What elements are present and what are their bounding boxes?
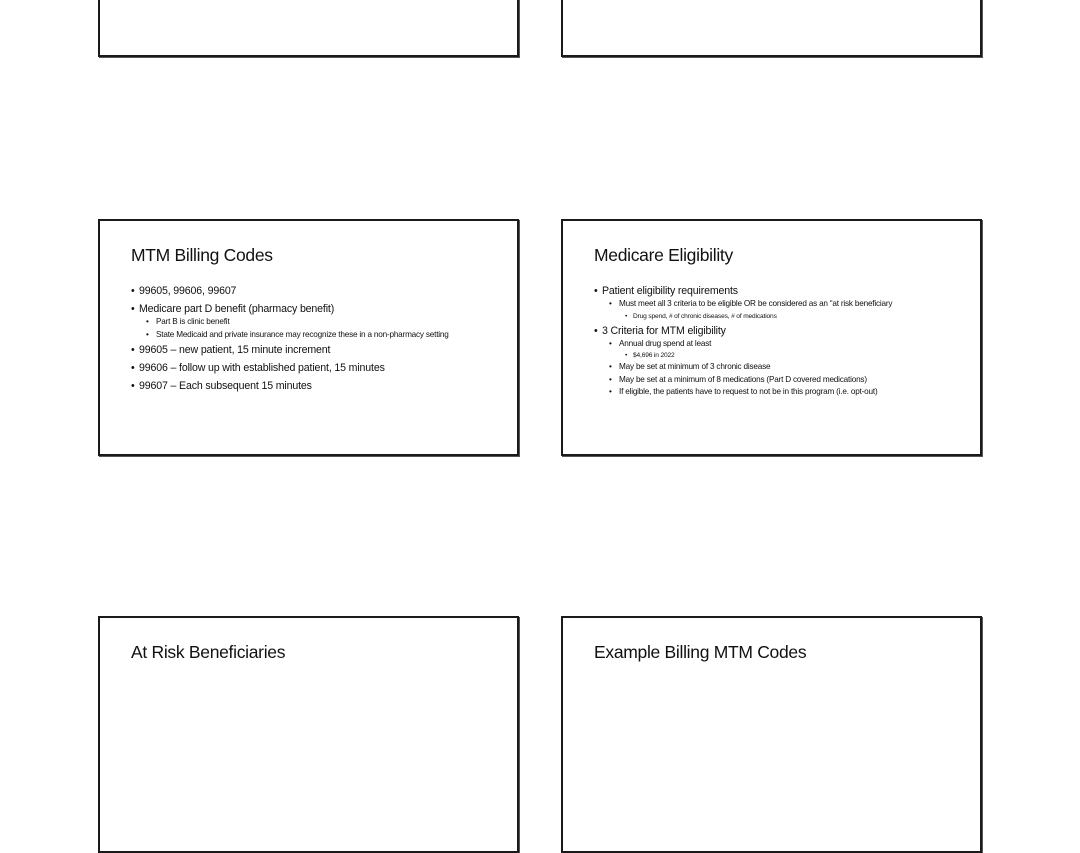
- slide-title: Medicare Eligibility: [594, 245, 733, 265]
- slide-example-billing-mtm-codes[interactable]: [561, 616, 982, 853]
- bullet: • 99607 – Each subsequent 15 minutes: [131, 380, 493, 393]
- slide-bullet-list: [131, 285, 493, 398]
- sub-bullet: • May be set at a minimum of 8 medications (Part D covered medications): [609, 375, 956, 386]
- slide-bullet-list: [594, 285, 956, 400]
- slide-at-risk-beneficiaries[interactable]: [98, 616, 519, 853]
- sub-sub-bullet: • $4,696 in 2022: [625, 351, 956, 360]
- bullet-group: [131, 303, 493, 340]
- slide-medicare-eligibility[interactable]: [561, 219, 982, 456]
- bullet-group: [594, 325, 956, 398]
- slide-title: At Risk Beneficiaries: [131, 642, 286, 662]
- bullet: • Patient eligibility requirements: [594, 285, 956, 298]
- sub-sub-bullet: • Drug spend, # of chronic diseases, # of medications: [625, 312, 956, 321]
- sub-bullet-list: [594, 339, 956, 398]
- slide-1[interactable]: [98, 0, 519, 57]
- slide-title: Example Billing MTM Codes: [594, 642, 807, 662]
- bullet: • 99606 – follow up with established patient, 15 minutes: [131, 362, 493, 375]
- sub-bullet: • Annual drug spend at least: [609, 339, 956, 350]
- bullet-group: [594, 285, 956, 321]
- sub-bullet: • Must meet all 3 criteria to be eligible OR be considered as an “at risk beneficiary: [609, 299, 956, 310]
- sub-bullet: • If eligible, the patients have to request to not be in this program (i.e. opt-out): [609, 387, 956, 398]
- sub-bullet: • May be set at minimum of 3 chronic disease: [609, 362, 956, 373]
- bullet: • 3 Criteria for MTM eligibility: [594, 325, 956, 338]
- bullet: • 99605, 99606, 99607: [131, 285, 493, 298]
- sub-bullet-list: [594, 299, 956, 321]
- slide-mtm-billing-codes[interactable]: [98, 219, 519, 456]
- bullet: • Medicare part D benefit (pharmacy benefit): [131, 303, 493, 316]
- bullet: • 99605 – new patient, 15 minute increment: [131, 344, 493, 357]
- sub-bullet: • Part B is clinic benefit: [146, 317, 493, 328]
- sub-bullet: • State Medicaid and private insurance may recognize these in a non-pharmacy setting: [146, 330, 493, 341]
- slide-2[interactable]: [561, 0, 982, 57]
- sub-bullet-list: [131, 317, 493, 340]
- slide-title: MTM Billing Codes: [131, 245, 273, 265]
